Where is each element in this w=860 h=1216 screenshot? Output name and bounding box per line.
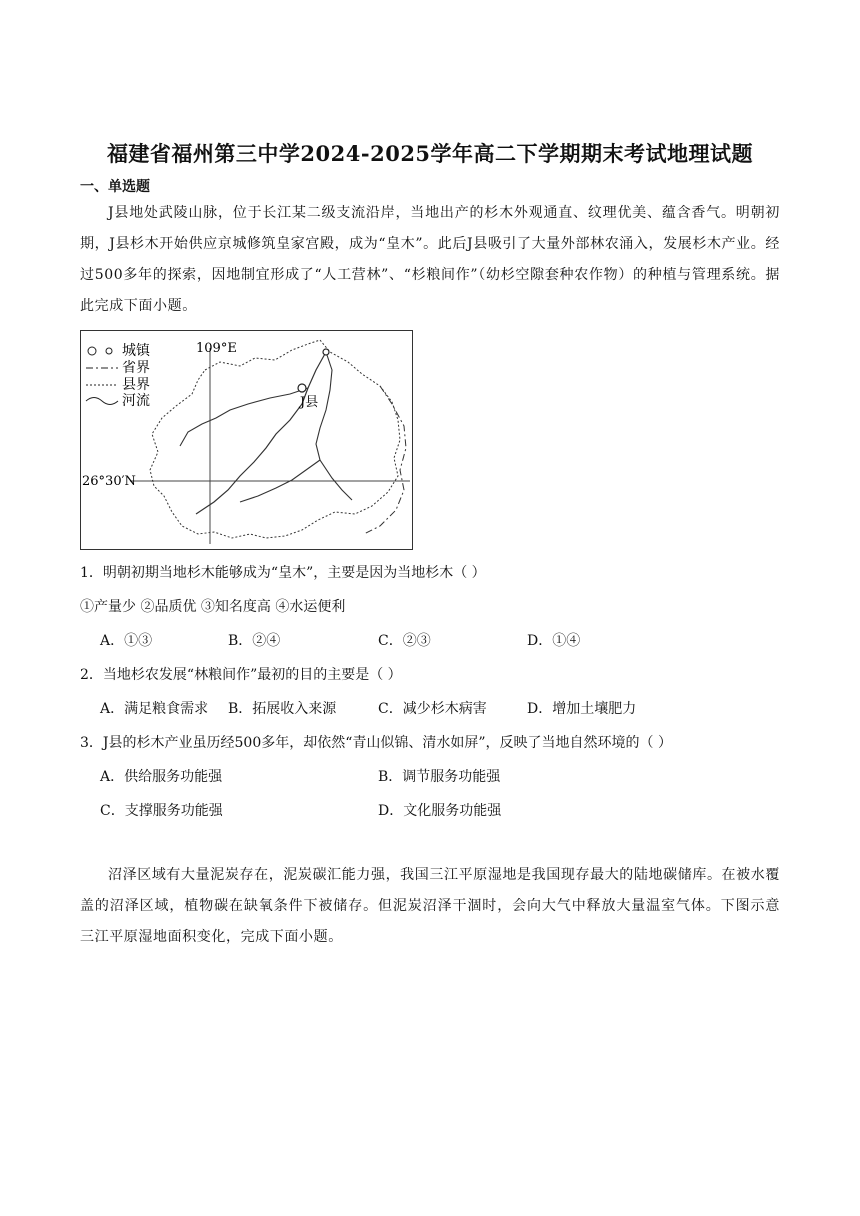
question-1-stem: 1．明朝初期当地杉木能够成为“皇木”，主要是因为当地杉木（ ） bbox=[80, 565, 486, 581]
q2-option-c[interactable]: C．减少杉木病害 bbox=[378, 701, 487, 717]
legend-river: 河流 bbox=[122, 393, 150, 409]
q1-option-c[interactable]: C．②③ bbox=[378, 633, 431, 649]
town-marker-north bbox=[323, 349, 329, 355]
longitude-label: 109°E bbox=[196, 341, 237, 356]
q1-option-d[interactable]: D．①④ bbox=[527, 633, 581, 649]
q1-option-b[interactable]: B．②④ bbox=[228, 633, 281, 649]
county-map bbox=[80, 330, 413, 550]
latitude-label: 26°30′N bbox=[82, 474, 136, 489]
question-1-items: ①产量少 ②品质优 ③知名度高 ④水运便利 bbox=[80, 599, 346, 615]
question-3-stem: 3．J县的杉木产业虽历经500多年，却依然“青山似锦、清水如屏”，反映了当地自然环境的（ ） bbox=[80, 735, 673, 751]
q3-option-a[interactable]: A．供给服务功能强 bbox=[100, 769, 223, 785]
town-marker-j bbox=[298, 384, 306, 392]
legend-county-border: 县界 bbox=[122, 377, 150, 393]
county-label: J县 bbox=[300, 395, 319, 410]
q2-option-b[interactable]: B．拓展收入来源 bbox=[228, 701, 337, 717]
page-title: 福建省福州第三中学2024-2025学年高二下学期期末考试地理试题 bbox=[106, 141, 754, 166]
section-heading: 一、单选题 bbox=[80, 179, 150, 195]
q2-option-d[interactable]: D．增加土壤肥力 bbox=[527, 701, 637, 717]
legend-province-border: 省界 bbox=[122, 360, 150, 376]
legend-town: 城镇 bbox=[122, 343, 150, 359]
q3-option-d[interactable]: D．文化服务功能强 bbox=[378, 803, 502, 819]
question-2-stem: 2．当地杉农发展“林粮间作”最初的目的主要是（ ） bbox=[80, 667, 402, 683]
q2-option-a[interactable]: A．满足粮食需求 bbox=[100, 701, 209, 717]
q1-option-a[interactable]: A．①③ bbox=[100, 633, 153, 649]
q3-option-b[interactable]: B．调节服务功能强 bbox=[378, 769, 501, 785]
passage-2: 沼泽区域有大量泥炭存在，泥炭碳汇能力强，我国三江平原湿地是我国现存最大的陆地碳储库。在被水覆盖的沼泽区域，植物碳在缺氧条件下被储存。但泥炭沼泽干涸时，会向大气中释放大量温室气体。下图示意三江平原湿地面积变化，完成下面小题。 bbox=[80, 867, 780, 945]
passage-1: J县地处武陵山脉，位于长江某二级支流沿岸，当地出产的杉木外观通直、纹理优美、蕴含香气。明朝初期，J县杉木开始供应京城修筑皇家宫殿，成为“皇木”。此后J县吸引了大量外部林农涌入，发展杉木产业。经过500多年的探索，因地制宜形成了“人工营林”、“杉粮间作”（幼杉空隙套种农作物）的种植与管理系统。据此完成下面小题。 bbox=[80, 205, 780, 314]
q3-option-c[interactable]: C．支撑服务功能强 bbox=[100, 803, 223, 819]
